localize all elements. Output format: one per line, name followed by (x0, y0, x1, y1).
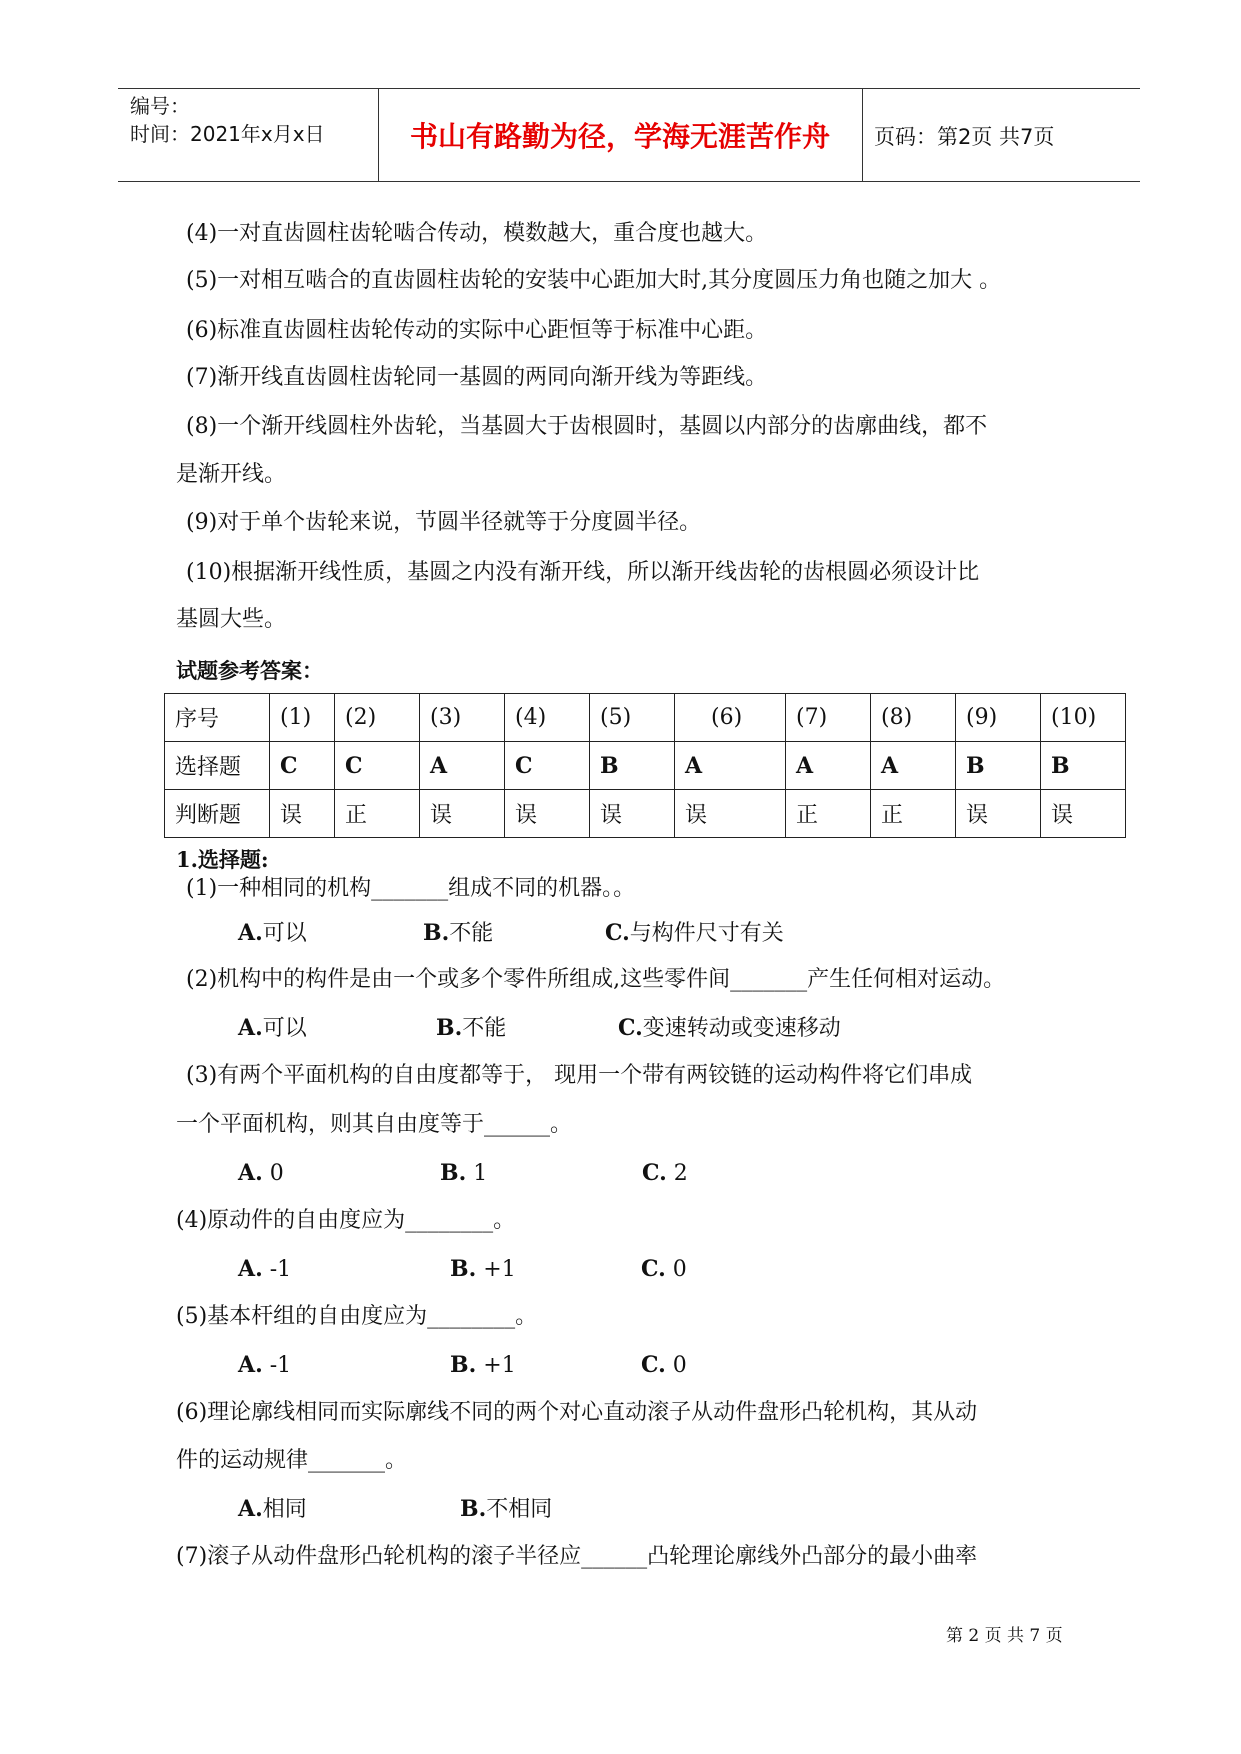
table-cell: (1) (270, 694, 335, 742)
table-cell: 选择题 (165, 742, 270, 790)
answer-table-judge-row (165, 790, 1126, 838)
table-cell: C (335, 742, 420, 790)
header-page-code: 页码：第2页 共7页 (874, 125, 1055, 149)
answer-table (164, 693, 1126, 838)
table-cell: A (786, 742, 871, 790)
table-cell: (3) (420, 694, 505, 742)
table-cell: 误 (1041, 790, 1126, 838)
table-cell: 序号 (165, 694, 270, 742)
table-cell: (10) (1041, 694, 1126, 742)
table-cell: A (420, 742, 505, 790)
table-cell: (7) (786, 694, 871, 742)
question-3-line1: (3)有两个平面机构的自由度都等于， 现用一个带有两铰链的运动构件将它们串成 (186, 1063, 973, 1088)
q5-option-b: B. +1 (450, 1352, 516, 1378)
question-3-line2: 一个平面机构，则其自由度等于______。 (176, 1112, 573, 1137)
q4-option-b: B. +1 (450, 1256, 516, 1282)
table-cell: (2) (335, 694, 420, 742)
header-bottom-rule (118, 181, 1140, 182)
q3-option-b: B. 1 (440, 1160, 488, 1186)
table-cell: 误 (420, 790, 505, 838)
table-cell: B (956, 742, 1041, 790)
q5-option-a: A. -1 (238, 1352, 292, 1378)
q6-option-b: B.不相同 (460, 1496, 553, 1522)
table-cell: (9) (956, 694, 1041, 742)
question-6-line2: 件的运动规律_______。 (176, 1448, 408, 1473)
judge-item-8-line1: (8)一个渐开线圆柱外齿轮，当基圆大于齿根圆时，基圆以内部分的齿廓曲线，都不 (186, 414, 988, 439)
question-1: (1)一种相同的机构_______组成不同的机器。。 (186, 876, 636, 901)
table-cell: A (871, 742, 956, 790)
q2-option-b: B.不能 (436, 1015, 507, 1041)
header-left-block (130, 92, 325, 148)
header-top-rule (118, 88, 1140, 89)
judge-item-8-line2: 是渐开线。 (176, 462, 287, 487)
table-cell: A (675, 742, 786, 790)
answers-title: 试题参考答案： (176, 658, 323, 683)
table-cell: B (1041, 742, 1126, 790)
judge-item-7: (7)渐开线直齿圆柱齿轮同一基圆的两同向渐开线为等距线。 (186, 365, 768, 390)
answer-table-choice-row (165, 742, 1126, 790)
table-cell: 正 (335, 790, 420, 838)
table-cell: B (590, 742, 675, 790)
page-footer: 第 2 页 共 7 页 (946, 1626, 1063, 1646)
header-divider-right (862, 88, 863, 181)
table-cell: 误 (590, 790, 675, 838)
table-cell: (6) (675, 694, 786, 742)
table-cell: 误 (675, 790, 786, 838)
table-cell: 正 (786, 790, 871, 838)
table-cell: (5) (590, 694, 675, 742)
q3-option-c: C. 2 (642, 1160, 688, 1186)
header-motto: 书山有路勤为径，学海无涯苦作舟 (409, 120, 830, 153)
q1-option-a: A.可以 (238, 920, 307, 946)
answer-table-header-row (165, 694, 1126, 742)
q1-option-c: C.与构件尺寸有关 (605, 920, 784, 946)
table-cell: 正 (871, 790, 956, 838)
table-cell: (8) (871, 694, 956, 742)
judge-item-5: (5)一对相互啮合的直齿圆柱齿轮的安装中心距加大时,其分度圆压力角也随之加大 。 (186, 268, 1002, 293)
document-number-label: 编号： (130, 94, 190, 118)
q1-option-b: B.不能 (423, 920, 494, 946)
judge-item-10-line1: (10)根据渐开线性质，基圆之内没有渐开线，所以渐开线齿轮的齿根圆必须设计比 (186, 560, 980, 585)
q2-option-a: A.可以 (238, 1015, 307, 1041)
question-5: (5)基本杆组的自由度应为________。 (176, 1304, 538, 1329)
question-6-line1: (6)理论廓线相同而实际廓线不同的两个对心直动滚子从动件盘形凸轮机构，其从动 (176, 1400, 978, 1425)
question-2: (2)机构中的构件是由一个或多个零件所组成,这些零件间_______产生任何相对运动。 (186, 967, 1006, 992)
table-cell: 判断题 (165, 790, 270, 838)
table-cell: 误 (956, 790, 1041, 838)
judge-item-9: (9)对于单个齿轮来说，节圆半径就等于分度圆半径。 (186, 510, 702, 535)
question-4: (4)原动件的自由度应为________。 (176, 1208, 516, 1233)
judge-item-6: (6)标准直齿圆柱齿轮传动的实际中心距恒等于标准中心距。 (186, 318, 768, 343)
q2-option-c: C.变速转动或变速移动 (618, 1015, 841, 1041)
table-cell: C (505, 742, 590, 790)
q3-option-a: A. 0 (238, 1160, 284, 1186)
q4-option-c: C. 0 (641, 1256, 687, 1282)
table-cell: C (270, 742, 335, 790)
judge-item-4: (4)一对直齿圆柱齿轮啮合传动，模数越大，重合度也越大。 (186, 221, 768, 246)
section-title: 1.选择题: (176, 847, 269, 872)
table-cell: (4) (505, 694, 590, 742)
table-cell: 误 (505, 790, 590, 838)
q5-option-c: C. 0 (641, 1352, 687, 1378)
question-7: (7)滚子从动件盘形凸轮机构的滚子半径应______凸轮理论廓线外凸部分的最小曲率 (176, 1544, 978, 1569)
q6-option-a: A.相同 (238, 1496, 307, 1522)
q4-option-a: A. -1 (238, 1256, 292, 1282)
table-cell: 误 (270, 790, 335, 838)
document-time-label: 时间：2021年x月x日 (130, 122, 325, 146)
judge-item-10-line2: 基圆大些。 (176, 607, 287, 632)
